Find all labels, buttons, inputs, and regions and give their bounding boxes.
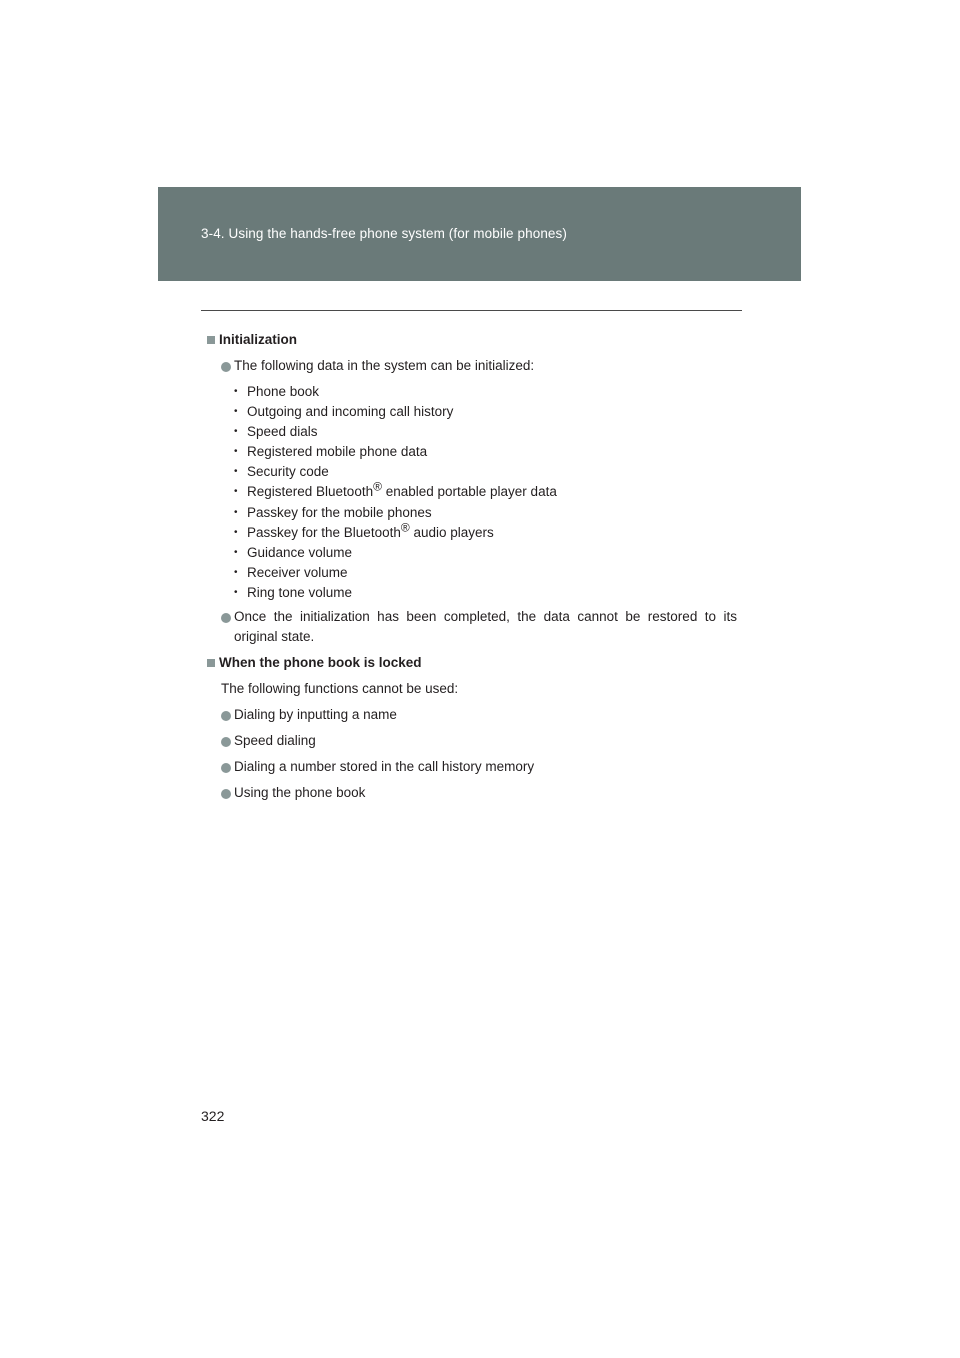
initializable-data-list [207,382,737,603]
list-item: • Ring tone volume [207,583,737,603]
bullet-text: Once the initialization has been completed, the data cannot be restored to its original state. [234,609,737,645]
list-item: • Phone book [207,382,737,402]
list-item: • Receiver volume [207,563,737,583]
list-item: • Speed dials [207,422,737,442]
heading-text: When the phone book is locked [219,655,422,671]
round-bullet-icon [221,362,231,372]
section-title: 3-4. Using the hands-free phone system (for mobile phones) [201,226,567,241]
round-bullet-icon [221,711,231,721]
page-number: 322 [201,1108,225,1124]
list-item: • Registered Bluetooth® enabled portable player data [207,482,737,502]
list-item: • Guidance volume [207,543,737,563]
heading-initialization [207,330,737,350]
registered-mark: ® [373,479,382,494]
content [207,330,737,809]
bullet-item [207,757,737,777]
list-item: • Passkey for the mobile phones [207,503,737,523]
paragraph: The following functions cannot be used: [221,681,459,697]
header-band [158,187,801,281]
list-item: • Security code [207,462,737,482]
round-bullet-icon [221,613,231,623]
list-item: • Outgoing and incoming call history [207,402,737,422]
list-item: • Passkey for the Bluetooth® audio players [207,523,737,543]
bullet-text: The following data in the system can be initialized: [234,358,535,373]
registered-mark: ® [400,520,410,535]
bullet-text: Dialing a number stored in the call history memory [234,759,535,775]
heading-text: Initialization [219,332,298,347]
round-bullet-icon [221,789,231,799]
bullet-item [207,356,737,376]
bullet-text: Using the phone book [234,785,366,801]
round-bullet-icon [221,763,231,773]
divider-rule [201,310,742,311]
bullet-item [207,731,737,751]
bullet-text: Dialing by inputting a name [234,707,397,723]
heading-phone-book-locked [207,653,737,673]
bullet-item [207,607,737,647]
square-bullet-icon [207,336,215,344]
bullet-item [207,705,737,725]
round-bullet-icon [221,737,231,747]
square-bullet-icon [207,659,215,667]
bullet-item [207,783,737,803]
list-item: • Registered mobile phone data [207,442,737,462]
bullet-text: Speed dialing [234,733,316,749]
